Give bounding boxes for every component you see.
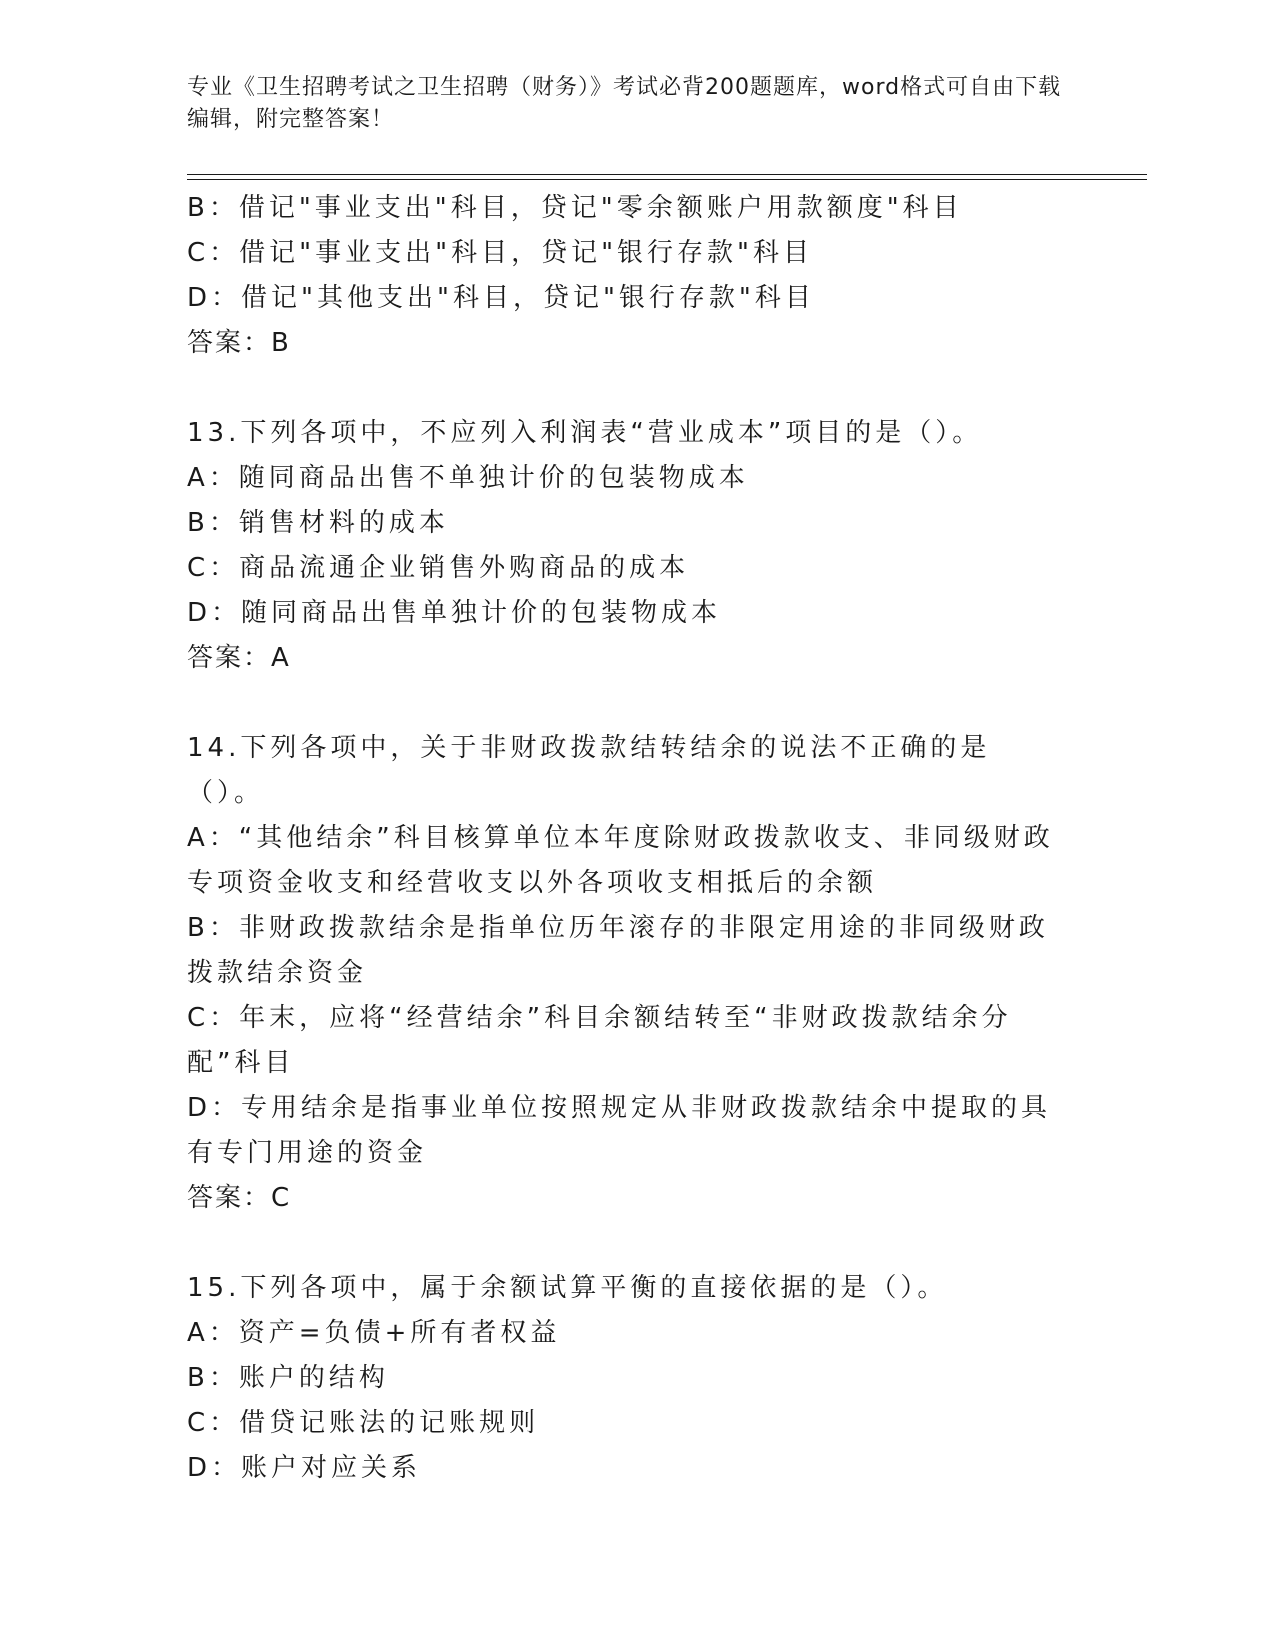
question-12-tail xyxy=(187,186,1067,366)
option-a: A：资产=负债+所有者权益 xyxy=(187,1318,561,1348)
option-b: B：账户的结构 xyxy=(187,1363,389,1393)
document-header: 专业《卫生招聘考试之卫生招聘（财务）》考试必背200题题库，word格式可自由下载编辑，附完整答案！ xyxy=(187,75,1062,132)
option-d: D：借记"其他支出"科目，贷记"银行存款"科目 xyxy=(187,283,815,313)
option-b: B：销售材料的成本 xyxy=(187,508,449,538)
option-c: C：年末，应将“经营结余”科目余额结转至“非财政拨款结余分配”科目 xyxy=(187,1003,1012,1078)
option-d: D：专用结余是指事业单位按照规定从非财政拨款结余中提取的具有专门用途的资金 xyxy=(187,1093,1052,1168)
header-rule-top xyxy=(187,174,1147,175)
option-c: C：借记"事业支出"科目，贷记"银行存款"科目 xyxy=(187,238,813,268)
question-text: 13.下列各项中，不应列入利润表“营业成本”项目的是（）。 xyxy=(187,418,983,448)
option-c: C：商品流通企业销售外购商品的成本 xyxy=(187,553,690,583)
option-d: D：账户对应关系 xyxy=(187,1453,422,1483)
option-b: B：借记"事业支出"科目，贷记"零余额账户用款额度"科目 xyxy=(187,193,963,223)
header-rule-bottom xyxy=(187,179,1147,180)
answer-line: 答案：A xyxy=(187,643,291,673)
question-text: 15.下列各项中，属于余额试算平衡的直接依据的是（）。 xyxy=(187,1273,948,1303)
option-a: A：“其他结余”科目核算单位本年度除财政拨款收支、非同级财政专项资金收支和经营收支以外各项收支相抵后的余额 xyxy=(187,823,1054,898)
question-text: 14.下列各项中，关于非财政拨款结转结余的说法不正确的是（）。 xyxy=(187,733,991,808)
question-14 xyxy=(187,726,1067,1221)
option-a: A：随同商品出售不单独计价的包装物成本 xyxy=(187,463,749,493)
answer-line: 答案：C xyxy=(187,1183,292,1213)
option-b: B：非财政拨款结余是指单位历年滚存的非限定用途的非同级财政拨款结余资金 xyxy=(187,913,1049,988)
answer-line: 答案：B xyxy=(187,328,291,358)
question-13 xyxy=(187,411,1067,681)
option-c: C：借贷记账法的记账规则 xyxy=(187,1408,540,1438)
option-d: D：随同商品出售单独计价的包装物成本 xyxy=(187,598,722,628)
question-list xyxy=(187,186,1067,1491)
question-15 xyxy=(187,1266,1067,1491)
